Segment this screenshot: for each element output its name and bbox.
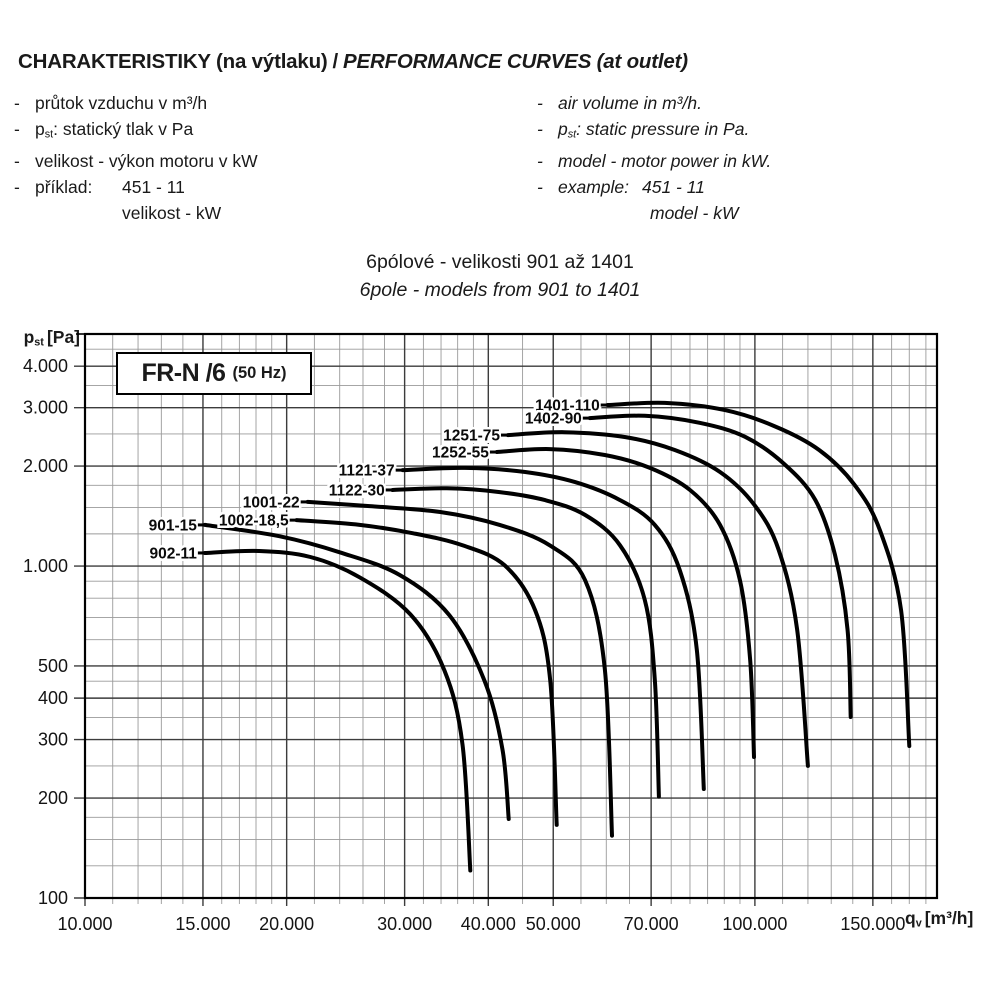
y-tick-label: 500: [37, 655, 68, 676]
x-tick-label: 30.000: [377, 914, 433, 934]
curve-1001-22: [308, 502, 612, 836]
curve-902-11: [205, 551, 470, 871]
y-axis-title: $p_{st}$ [Pa]: [23, 327, 80, 349]
y-tick-label: 2.000: [22, 456, 68, 477]
curve-1401-110: [608, 403, 910, 746]
curve-1252-55: [497, 449, 754, 757]
curve-label-1121-37: 1121-37: [338, 462, 395, 480]
grid-minor: [85, 334, 937, 904]
curve-label-1402-90: 1402-90: [524, 410, 582, 428]
x-tick-label: 40.000: [460, 914, 516, 934]
chart-subtitle-english: 6pole - models from 901 to 1401: [359, 279, 641, 301]
chart-title-frequency: (50 Hz): [232, 364, 287, 382]
legend-item-example-cz: - příklad: 451 - 11: [14, 176, 185, 197]
x-tick-label: 20.000: [259, 914, 315, 934]
chart-frame: [85, 334, 937, 898]
curve-label-1122-30: 1122-30: [328, 482, 385, 500]
y-tick-label: 3.000: [22, 397, 68, 418]
y-tick-label: 300: [37, 729, 68, 750]
legend-item-pressure-cz: - $p_{st}$: statický tlak v Pa: [14, 119, 194, 141]
legend-item-example2-en: model - kW: [650, 202, 739, 223]
fan-curves: [205, 403, 909, 871]
page-title-czech: CHARAKTERISTIKY (na výtlaku): [18, 50, 328, 73]
legend-item-model-en: - model - motor power in kW.: [537, 150, 772, 171]
x-axis-title: $q_v$ [m³/h]: [905, 908, 974, 930]
legend-item-example-en: - example: 451 - 11: [537, 176, 705, 197]
curve-label-1252-55: 1252-55: [432, 444, 489, 462]
y-tick-label: 1.000: [22, 556, 68, 577]
x-tick-label: 15.000: [175, 914, 231, 934]
x-tick-label: 50.000: [525, 914, 581, 934]
chart-title-main: FR-N /6: [141, 359, 226, 387]
title-separator: /: [332, 50, 339, 73]
chart-title-box: [116, 352, 312, 395]
curve-label-1001-22: 1001-22: [242, 494, 300, 512]
x-tick-label: 70.000: [623, 914, 679, 934]
y-tick-label: 400: [37, 688, 68, 709]
y-tick-label: 4.000: [22, 356, 68, 377]
curve-label-901-15: 901-15: [148, 517, 197, 535]
curve-901-15: [205, 525, 509, 819]
curve-label-902-11: 902-11: [149, 545, 197, 563]
x-tick-label: 100.000: [722, 914, 788, 934]
curve-label-1251-75: 1251-75: [443, 427, 501, 445]
curve-label-1401-110: 1401-110: [535, 397, 600, 415]
legend-item-model-cz: - velikost - výkon motoru v kW: [14, 150, 258, 171]
y-tick-label: 100: [37, 888, 68, 908]
legend-item-pressure-en: - $p_{st}$: static pressure in Pa.: [537, 119, 750, 141]
curve-label-1002-18,5: 1002-18,5: [218, 512, 289, 530]
y-tick-label: 200: [37, 788, 68, 809]
x-tick-label: 150.000: [840, 914, 906, 934]
x-tick-label: 10.000: [57, 914, 113, 934]
legend-item-airflow-cz: - průtok vzduchu v m³/h: [14, 93, 208, 113]
page-title-english: PERFORMANCE CURVES (at outlet): [343, 50, 688, 73]
legend-item-airflow-en: - air volume in m³/h.: [537, 93, 702, 113]
legend-item-example2-cz: velikost - kW: [122, 202, 222, 223]
chart-subtitle-czech: 6pólové - velikosti 901 až 1401: [366, 251, 634, 273]
